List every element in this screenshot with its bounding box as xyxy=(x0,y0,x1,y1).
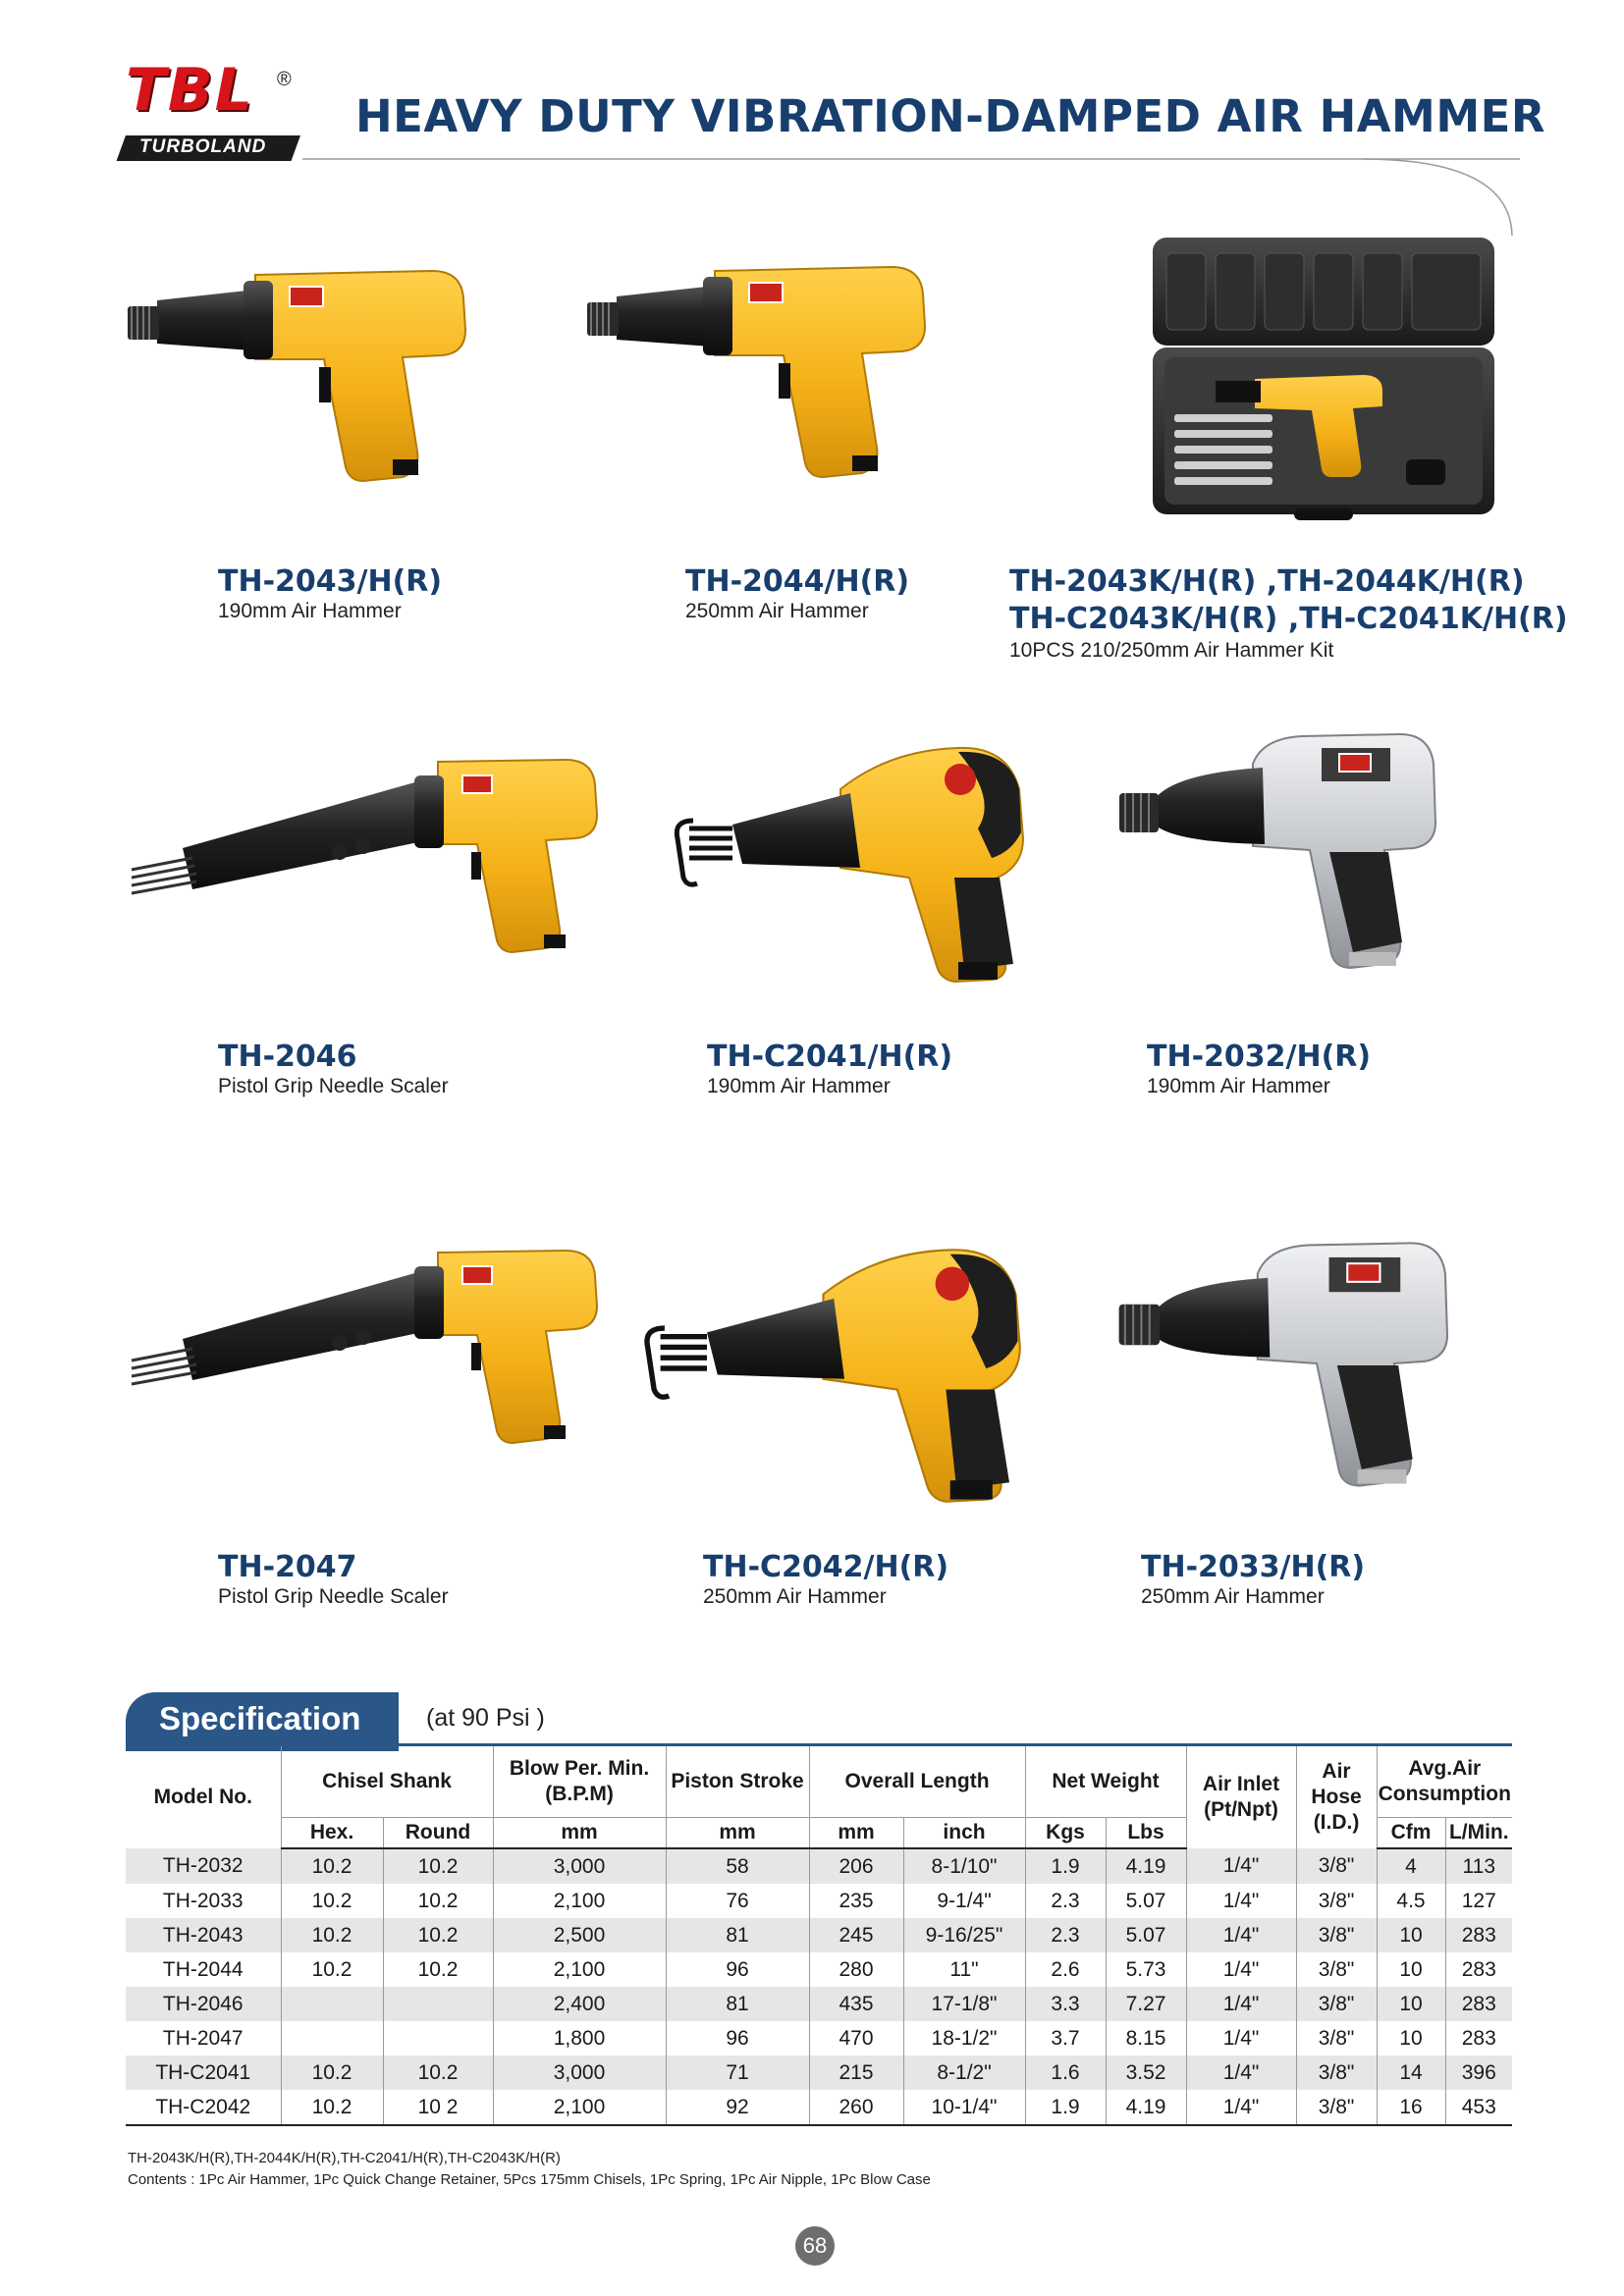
spec-cell: 1/4" xyxy=(1186,2090,1296,2125)
spec-cell: 10.2 xyxy=(383,1884,493,1918)
spec-cell: 96 xyxy=(666,2021,809,2056)
spec-cell: 16 xyxy=(1377,2090,1445,2125)
spec-cell: 10-1/4" xyxy=(903,2090,1025,2125)
footer-models-note: TH-2043K/H(R),TH-2044K/H(R),TH-C2041/H(R),TH-C2043K/H(R) xyxy=(128,2150,561,2166)
header-air-inlet: Air Inlet (Pt/Npt) xyxy=(1186,1746,1296,1848)
spec-cell-model: TH-2032 xyxy=(126,1848,281,1884)
brand-logo: TBL xyxy=(126,56,254,125)
spec-cell: 8.15 xyxy=(1106,2021,1186,2056)
subheader-hex: Hex. xyxy=(281,1818,383,1849)
spec-cell: 3/8" xyxy=(1296,1884,1377,1918)
spec-cell: 3/8" xyxy=(1296,2056,1377,2090)
spec-cell: 2.3 xyxy=(1025,1884,1106,1918)
spec-cell: 2,500 xyxy=(493,1918,666,1952)
spec-cell-model: TH-2047 xyxy=(126,2021,281,2056)
product-desc: 190mm Air Hammer xyxy=(1147,1075,1330,1097)
product-image-th-c2041 xyxy=(664,730,1056,986)
spec-row xyxy=(126,1884,1512,1918)
product-name: TH-2033/H(R) xyxy=(1141,1550,1366,1584)
spec-cell: 206 xyxy=(809,1848,903,1884)
spec-cell: 10 2 xyxy=(383,2090,493,2125)
spec-cell: 96 xyxy=(666,1952,809,1987)
spec-cell: 7.27 xyxy=(1106,1987,1186,2021)
spec-cell: 10.2 xyxy=(383,2056,493,2090)
spec-cell: 1/4" xyxy=(1186,1918,1296,1952)
spec-row xyxy=(126,1987,1512,2021)
spec-cell-model: TH-2033 xyxy=(126,1884,281,1918)
subheader-stroke-unit: mm xyxy=(666,1818,809,1849)
product-name: TH-2046 xyxy=(218,1040,357,1074)
subheader-kgs: Kgs xyxy=(1025,1818,1106,1849)
spec-cell: 4.19 xyxy=(1106,1848,1186,1884)
header-net-weight: Net Weight xyxy=(1025,1746,1186,1818)
spec-cell: 4 xyxy=(1377,1848,1445,1884)
spec-cell: 113 xyxy=(1445,1848,1512,1884)
product-image-th-2032 xyxy=(1106,724,1459,980)
footer-contents-note: Contents : 1Pc Air Hammer, 1Pc Quick Change Retainer, 5Pcs 175mm Chisels, 1Pc Spring, 1Pc Air Nipple, 1Pc Blow Case xyxy=(128,2171,931,2188)
spec-cell: 1/4" xyxy=(1186,1987,1296,2021)
product-image-th-c2042 xyxy=(628,1231,1060,1506)
product-image-th-2043 xyxy=(118,236,491,491)
product-name: TH-2032/H(R) xyxy=(1147,1040,1372,1074)
spec-cell: 3.7 xyxy=(1025,2021,1106,2056)
spec-cell: 10.2 xyxy=(281,1952,383,1987)
spec-cell: 235 xyxy=(809,1884,903,1918)
brand-subtext: TURBOLAND xyxy=(139,136,267,157)
spec-cell: 2.6 xyxy=(1025,1952,1106,1987)
product-name: TH-C2042/H(R) xyxy=(703,1550,949,1584)
spec-cell: 396 xyxy=(1445,2056,1512,2090)
spec-cell: 5.73 xyxy=(1106,1952,1186,1987)
spec-cell-model: TH-2044 xyxy=(126,1952,281,1987)
subheader-len-mm: mm xyxy=(809,1818,903,1849)
product-desc: 250mm Air Hammer xyxy=(1141,1585,1325,1608)
spec-cell: 283 xyxy=(1445,1952,1512,1987)
spec-cell: 453 xyxy=(1445,2090,1512,2125)
product-desc: 190mm Air Hammer xyxy=(218,600,402,622)
spec-cell: 10 xyxy=(1377,1952,1445,1987)
spec-cell: 1/4" xyxy=(1186,1884,1296,1918)
spec-cell: 1,800 xyxy=(493,2021,666,2056)
product-image-th-2046 xyxy=(124,742,615,978)
spec-cell xyxy=(383,2021,493,2056)
spec-cell: 260 xyxy=(809,2090,903,2125)
spec-cell: 92 xyxy=(666,2090,809,2125)
spec-cell: 3/8" xyxy=(1296,1952,1377,1987)
product-desc: 250mm Air Hammer xyxy=(685,600,869,622)
product-name: TH-2044/H(R) xyxy=(685,564,910,599)
product-desc: 250mm Air Hammer xyxy=(703,1585,887,1608)
spec-cell: 9-16/25" xyxy=(903,1918,1025,1952)
spec-cell: 3/8" xyxy=(1296,1987,1377,2021)
spec-cell: 8-1/10" xyxy=(903,1848,1025,1884)
spec-cell: 10.2 xyxy=(281,1848,383,1884)
spec-cell: 76 xyxy=(666,1884,809,1918)
spec-cell: 283 xyxy=(1445,1987,1512,2021)
header-chisel-shank: Chisel Shank xyxy=(281,1746,493,1818)
spec-cell: 435 xyxy=(809,1987,903,2021)
spec-cell: 2,100 xyxy=(493,1884,666,1918)
spec-cell: 10 xyxy=(1377,1987,1445,2021)
product-image-th-2033 xyxy=(1102,1233,1475,1498)
spec-row xyxy=(126,1952,1512,1987)
spec-tab-label: Specification xyxy=(159,1700,361,1736)
spec-cell: 470 xyxy=(809,2021,903,2056)
page-number: 68 xyxy=(795,2226,835,2266)
spec-cell: 283 xyxy=(1445,2021,1512,2056)
spec-cell: 10.2 xyxy=(281,2056,383,2090)
spec-row xyxy=(126,2056,1512,2090)
spec-cell: 1/4" xyxy=(1186,1848,1296,1884)
product-image-th-2047 xyxy=(124,1233,615,1468)
spec-cell-model: TH-2043 xyxy=(126,1918,281,1952)
spec-row xyxy=(126,2021,1512,2056)
subheader-lmin: L/Min. xyxy=(1445,1818,1512,1849)
product-desc: 10PCS 210/250mm Air Hammer Kit xyxy=(1009,639,1334,662)
spec-cell: 10 xyxy=(1377,2021,1445,2056)
spec-cell: 3,000 xyxy=(493,2056,666,2090)
spec-cell: 10.2 xyxy=(281,1884,383,1918)
subheader-lbs: Lbs xyxy=(1106,1818,1186,1849)
header-air-hose: Air Hose (I.D.) xyxy=(1296,1746,1377,1848)
spec-cell: 58 xyxy=(666,1848,809,1884)
spec-cell xyxy=(281,1987,383,2021)
spec-cell: 17-1/8" xyxy=(903,1987,1025,2021)
spec-table xyxy=(126,1746,1512,2126)
spec-cell: 3/8" xyxy=(1296,2021,1377,2056)
product-name-secondary: TH-C2043K/H(R) ,TH-C2041K/H(R) xyxy=(1009,602,1568,636)
product-desc: Pistol Grip Needle Scaler xyxy=(218,1585,449,1608)
spec-cell: 1/4" xyxy=(1186,1952,1296,1987)
spec-cell: 2,100 xyxy=(493,1952,666,1987)
spec-cell-model: TH-2046 xyxy=(126,1987,281,2021)
spec-cell: 1.9 xyxy=(1025,1848,1106,1884)
product-desc: 190mm Air Hammer xyxy=(707,1075,891,1097)
page-title: HEAVY DUTY VIBRATION-DAMPED AIR HAMMER xyxy=(355,90,1546,142)
registered-mark: ® xyxy=(277,69,292,90)
spec-cell: 11" xyxy=(903,1952,1025,1987)
spec-cell: 5.07 xyxy=(1106,1884,1186,1918)
spec-cell: 2,100 xyxy=(493,2090,666,2125)
spec-cell: 81 xyxy=(666,1987,809,2021)
spec-row xyxy=(126,1918,1512,1952)
spec-cell: 127 xyxy=(1445,1884,1512,1918)
spec-cell: 1.6 xyxy=(1025,2056,1106,2090)
spec-cell: 71 xyxy=(666,2056,809,2090)
subheader-round: Round xyxy=(383,1818,493,1849)
spec-cell: 215 xyxy=(809,2056,903,2090)
spec-cell: 3.52 xyxy=(1106,2056,1186,2090)
product-name: TH-2043/H(R) xyxy=(218,564,443,599)
subheader-blow-unit: mm xyxy=(493,1818,666,1849)
product-name: TH-C2041/H(R) xyxy=(707,1040,953,1074)
header-model: Model No. xyxy=(153,1785,252,1808)
spec-cell: 81 xyxy=(666,1918,809,1952)
spec-cell: 10 xyxy=(1377,1918,1445,1952)
spec-cell: 4.5 xyxy=(1377,1884,1445,1918)
spec-cell: 4.19 xyxy=(1106,2090,1186,2125)
spec-cell: 10.2 xyxy=(383,1952,493,1987)
spec-cell: 14 xyxy=(1377,2056,1445,2090)
product-desc: Pistol Grip Needle Scaler xyxy=(218,1075,449,1097)
spec-cell: 3,000 xyxy=(493,1848,666,1884)
header-blow-per-min: Blow Per. Min.(B.P.M) xyxy=(493,1746,666,1818)
subheader-cfm: Cfm xyxy=(1377,1818,1445,1849)
spec-cell: 245 xyxy=(809,1918,903,1952)
spec-cell: 3/8" xyxy=(1296,1918,1377,1952)
product-image-kit xyxy=(1147,232,1500,526)
spec-cell: 283 xyxy=(1445,1918,1512,1952)
spec-cell: 18-1/2" xyxy=(903,2021,1025,2056)
spec-cell xyxy=(383,1987,493,2021)
spec-cell: 2.3 xyxy=(1025,1918,1106,1952)
product-name: TH-2043K/H(R) ,TH-2044K/H(R) xyxy=(1009,564,1525,599)
spec-note: (at 90 Psi ) xyxy=(426,1704,545,1732)
spec-cell: 1/4" xyxy=(1186,2021,1296,2056)
spec-cell-model: TH-C2041 xyxy=(126,2056,281,2090)
product-image-th-2044 xyxy=(577,232,950,487)
spec-cell: 10.2 xyxy=(281,1918,383,1952)
spec-cell: 2,400 xyxy=(493,1987,666,2021)
spec-cell-model: TH-C2042 xyxy=(126,2090,281,2125)
spec-cell: 9-1/4" xyxy=(903,1884,1025,1918)
spec-cell: 3/8" xyxy=(1296,2090,1377,2125)
product-name: TH-2047 xyxy=(218,1550,357,1584)
spec-cell xyxy=(281,2021,383,2056)
spec-cell: 5.07 xyxy=(1106,1918,1186,1952)
spec-cell: 280 xyxy=(809,1952,903,1987)
spec-cell: 3.3 xyxy=(1025,1987,1106,2021)
spec-cell: 1.9 xyxy=(1025,2090,1106,2125)
spec-cell: 3/8" xyxy=(1296,1848,1377,1884)
spec-cell: 10.2 xyxy=(383,1848,493,1884)
subheader-len-inch: inch xyxy=(903,1818,1025,1849)
spec-row xyxy=(126,2090,1512,2125)
header-piston-stroke: Piston Stroke xyxy=(666,1746,809,1818)
spec-cell: 8-1/2" xyxy=(903,2056,1025,2090)
spec-cell: 10.2 xyxy=(383,1918,493,1952)
spec-row xyxy=(126,1848,1512,1884)
spec-cell: 10.2 xyxy=(281,2090,383,2125)
header-overall-length: Overall Length xyxy=(809,1746,1025,1818)
header-avg-air: Avg.Air Consumption xyxy=(1377,1746,1512,1818)
spec-cell: 1/4" xyxy=(1186,2056,1296,2090)
